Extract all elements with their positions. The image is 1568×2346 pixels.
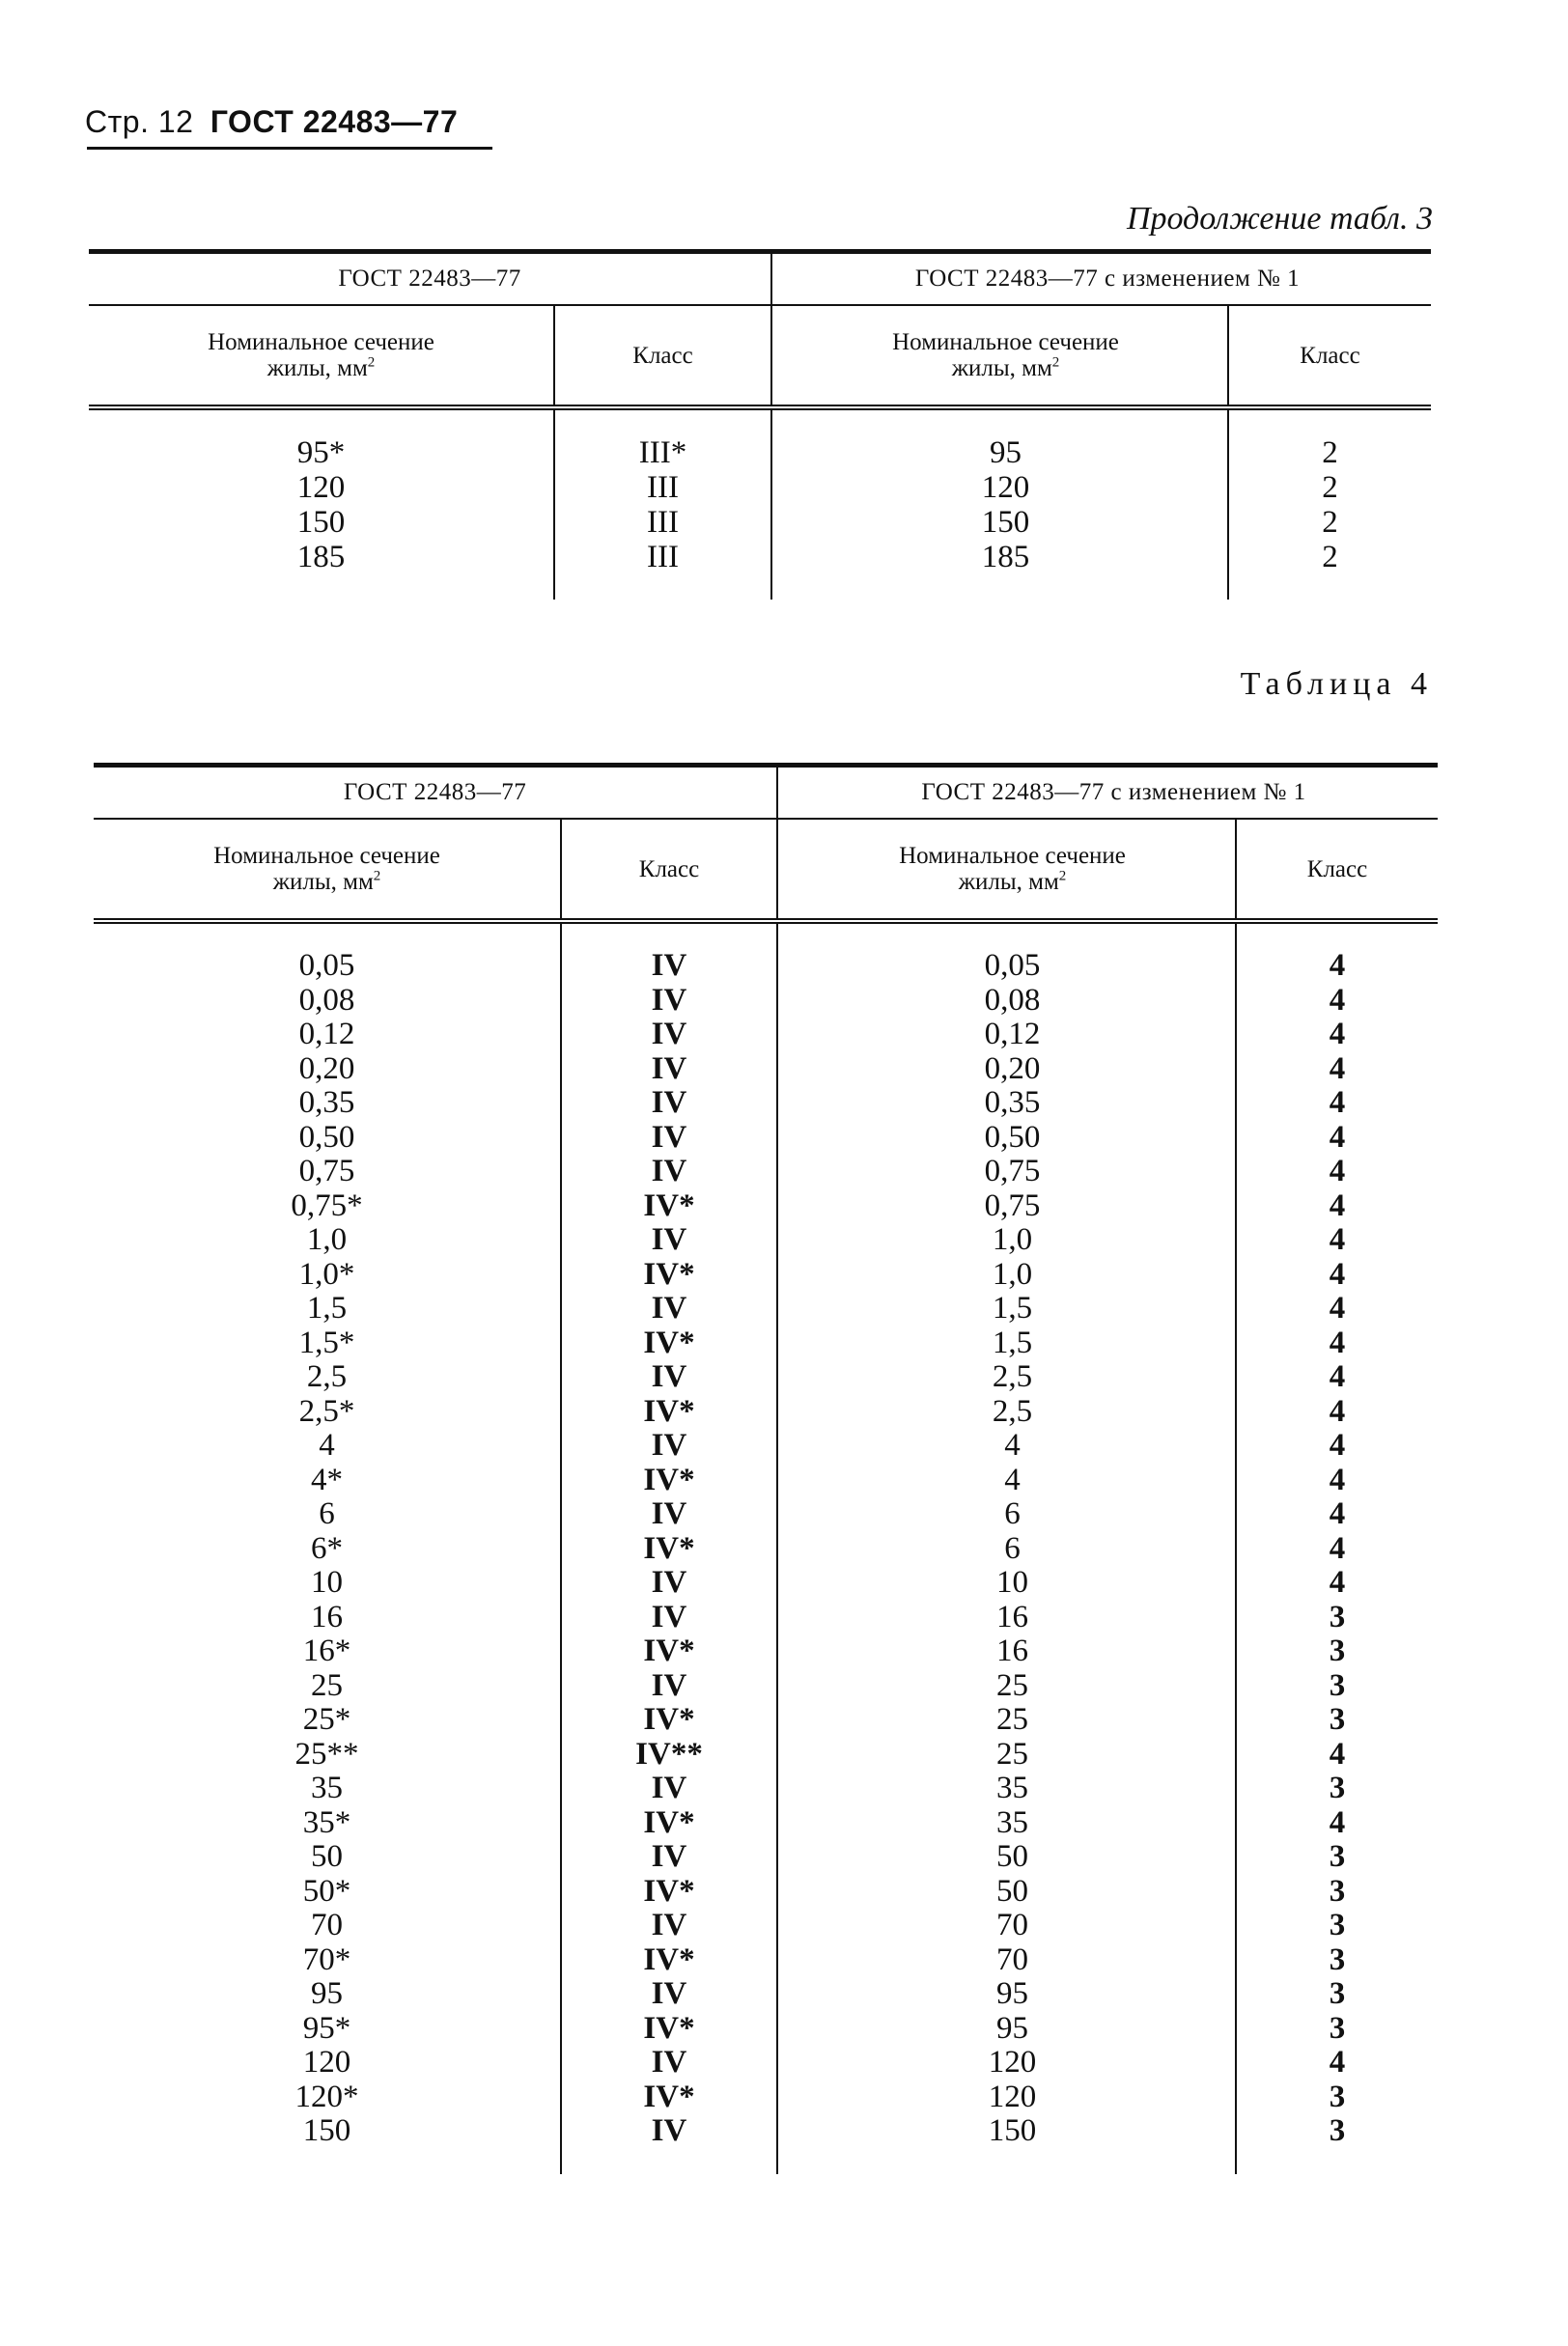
table-cell: 2 [1322, 505, 1338, 540]
table-cell: 3 [1329, 1873, 1346, 1909]
page-header [85, 104, 458, 140]
table-cell: 1,5 [306, 1291, 348, 1326]
table-cell: 25 [996, 1702, 1029, 1737]
table-cell: 185 [296, 540, 346, 574]
table-cell: IV [651, 1908, 687, 1942]
table-cell: IV [651, 2045, 687, 2080]
table4-new-section-header: Номинальное сечение жилы, $мм^2$ [790, 819, 1236, 921]
table-cell: 4 [1004, 1462, 1021, 1497]
table-cell: IV [651, 1291, 687, 1326]
table-cell: 1,5 [992, 1325, 1033, 1360]
table-cell: 120 [988, 2079, 1037, 2114]
table-cell: 16* [302, 1634, 351, 1668]
table-cell: 0,08 [984, 982, 1041, 1018]
table-cell: 2,5 [306, 1359, 348, 1394]
table-cell: 4 [1329, 1256, 1346, 1292]
table-cell: 4* [311, 1462, 343, 1497]
table-cell: 0,75 [984, 1154, 1041, 1188]
table3-old-section-column [89, 407, 554, 600]
table-cell: 4 [1329, 1050, 1346, 1086]
table-cell: 2,5* [298, 1393, 355, 1429]
table3-header-gap [771, 305, 784, 407]
table-cell: 4 [1004, 1428, 1021, 1463]
table-cell: IV [651, 1667, 687, 1703]
table-cell: 70 [996, 1908, 1029, 1942]
table3-new-section-header: Номинальное сечение жилы, $мм^2$ [784, 305, 1228, 407]
table-cell: 16 [996, 1634, 1029, 1668]
table-cell: 50 [996, 1873, 1029, 1909]
table-cell: IV* [643, 1941, 695, 1977]
table4-caption: Таблица 4 [1240, 666, 1433, 702]
table-cell: 95 [996, 1976, 1029, 2011]
table-cell: 4 [1329, 1462, 1346, 1497]
table-cell: 4 [319, 1428, 335, 1463]
table-cell: 150 [302, 2113, 351, 2148]
table-cell: 35* [302, 1804, 351, 1840]
table3-group-gap [771, 252, 784, 306]
table-cell: 3 [1329, 2113, 1346, 2148]
table-cell: 150 [981, 505, 1030, 540]
table-cell: 4 [1329, 1393, 1346, 1429]
table-cell: 150 [988, 2113, 1037, 2148]
table-cell: 1,5* [298, 1325, 355, 1360]
table-cell: IV [651, 1222, 687, 1257]
table-cell: IV* [643, 1256, 695, 1292]
table-cell: 1,0 [992, 1222, 1033, 1257]
table-cell: 95* [302, 2010, 351, 2046]
table-cell: 25** [294, 1736, 359, 1772]
table-cell: IV [651, 982, 687, 1018]
table-cell: 3 [1329, 2079, 1346, 2114]
table-cell: 3 [1329, 1771, 1346, 1805]
table-cell: 120 [981, 470, 1030, 505]
table-cell: III [647, 540, 679, 574]
table-cell: IV [651, 1085, 687, 1120]
table3-right-group: ГОСТ 22483—77 с изменением № 1 [784, 252, 1431, 306]
table-cell: 35 [996, 1804, 1029, 1840]
table-cell: 10 [311, 1565, 343, 1600]
table-cell: 1,5 [992, 1291, 1033, 1326]
table3-new-class-column [1228, 407, 1431, 600]
table-cell: IV* [643, 1634, 695, 1668]
table-cell: 120 [988, 2045, 1037, 2080]
table-cell: 6 [1004, 1530, 1021, 1566]
table3-old-section-header: Номинальное сечение жилы, $мм^2$ [89, 305, 554, 407]
table-cell: 3 [1329, 1634, 1346, 1668]
table-cell: III [647, 505, 679, 540]
table-cell: IV [651, 1839, 687, 1874]
table-cell: 0,20 [298, 1050, 355, 1086]
table-cell: IV [651, 1599, 687, 1634]
table-cell: 0,50 [984, 1119, 1041, 1155]
table-cell: 0,12 [984, 1017, 1041, 1051]
table-cell: 4 [1329, 1359, 1346, 1394]
table-cell: 3 [1329, 2010, 1346, 2046]
table-cell: 4 [1329, 1804, 1346, 1840]
table-cell: 4 [1329, 1496, 1346, 1531]
page-number: Стр. 12 [85, 104, 194, 139]
table4-old-section-column [94, 921, 561, 2174]
table-cell: 0,05 [984, 948, 1041, 983]
table-cell: 95* [296, 435, 346, 470]
table-cell: 4 [1329, 1565, 1346, 1600]
table-cell: 4 [1329, 2045, 1346, 2080]
table-cell: 0,12 [298, 1017, 355, 1051]
table-cell: 3 [1329, 1667, 1346, 1703]
table-cell: IV [651, 1119, 687, 1155]
table-cell: 6 [1004, 1496, 1021, 1531]
table-cell: 70 [996, 1941, 1029, 1977]
table-3 [89, 249, 1431, 600]
table-cell: 120 [302, 2045, 351, 2080]
table-cell: 4 [1329, 1428, 1346, 1463]
table-cell: 6* [311, 1530, 343, 1566]
table-cell: 185 [981, 540, 1030, 574]
table-cell: IV** [635, 1736, 703, 1772]
table3-new-class-header: Класс [1228, 305, 1431, 407]
table-cell: 0,35 [984, 1085, 1041, 1120]
table3-old-class-column [554, 407, 771, 600]
table-cell: 25* [302, 1702, 351, 1737]
table-cell: 3 [1329, 1976, 1346, 2011]
table-cell: IV [651, 1496, 687, 1531]
table-cell: 0,20 [984, 1050, 1041, 1086]
table-cell: IV* [643, 1530, 695, 1566]
table-cell: 0,50 [298, 1119, 355, 1155]
table4-right-group: ГОСТ 22483—77 с изменением № 1 [790, 766, 1438, 820]
table-cell: 3 [1329, 1908, 1346, 1942]
table-cell: 4 [1329, 1187, 1346, 1223]
table-cell: 25 [311, 1667, 343, 1703]
table-cell: 3 [1329, 1839, 1346, 1874]
table-cell: 2,5 [992, 1359, 1033, 1394]
table-cell: 95 [990, 435, 1022, 470]
table-cell: IV [651, 1428, 687, 1463]
table-cell: IV [651, 1359, 687, 1394]
table-cell: 25 [996, 1736, 1029, 1772]
table-cell: 0,35 [298, 1085, 355, 1120]
table4-left-group: ГОСТ 22483—77 [94, 766, 777, 820]
table-cell: 120 [296, 470, 346, 505]
table-cell: IV [651, 1976, 687, 2011]
table-cell: 25 [996, 1667, 1029, 1703]
table-cell: 4 [1329, 982, 1346, 1018]
table-cell: 4 [1329, 1736, 1346, 1772]
table-cell: 4 [1329, 1530, 1346, 1566]
table-cell: 4 [1329, 1291, 1346, 1326]
table-cell: 4 [1329, 948, 1346, 983]
table-cell: 2 [1322, 470, 1338, 505]
table-cell: 3 [1329, 1702, 1346, 1737]
table-cell: 3 [1329, 1941, 1346, 1977]
table-cell: 3 [1329, 1599, 1346, 1634]
table3-caption: Продолжение табл. 3 [1126, 201, 1433, 237]
table4-group-gap [777, 766, 790, 820]
table-cell: 95 [311, 1976, 343, 2011]
table-cell: 4 [1329, 1325, 1346, 1360]
table-cell: 120* [294, 2079, 359, 2114]
table-cell: 70 [311, 1908, 343, 1942]
table-cell: 0,75 [984, 1187, 1041, 1223]
table-cell: IV* [643, 1873, 695, 1909]
table-cell: 10 [996, 1565, 1029, 1600]
table-cell: 4 [1329, 1154, 1346, 1188]
table-cell: IV [651, 1017, 687, 1051]
table-cell: 4 [1329, 1017, 1346, 1051]
table-cell: 50* [302, 1873, 351, 1909]
table-cell: IV* [643, 1462, 695, 1497]
table-cell: III* [638, 435, 687, 470]
table-cell: IV* [643, 1325, 695, 1360]
table-cell: 2 [1322, 435, 1338, 470]
table-cell: 35 [996, 1771, 1029, 1805]
header-rule [87, 147, 492, 150]
table-cell: 16 [311, 1599, 343, 1634]
table-cell: 0,05 [298, 948, 355, 983]
table-cell: 1,0* [298, 1256, 355, 1292]
table3-old-class-header: Класс [554, 305, 771, 407]
table-cell: IV* [643, 1702, 695, 1737]
standard-title: ГОСТ 22483—77 [210, 104, 459, 139]
table4-body-gap [777, 921, 790, 2174]
table-cell: III [647, 470, 679, 505]
table-cell: 1,0 [992, 1256, 1033, 1292]
table-cell: IV [651, 1050, 687, 1086]
table4-new-section-column [790, 921, 1236, 2174]
table-cell: IV* [643, 1393, 695, 1429]
table3-new-section-column [784, 407, 1228, 600]
table3-left-group: ГОСТ 22483—77 [89, 252, 771, 306]
table-cell: 35 [311, 1771, 343, 1805]
table-cell: IV [651, 1771, 687, 1805]
table-cell: 1,0 [306, 1222, 348, 1257]
table-cell: 4 [1329, 1119, 1346, 1155]
table-cell: 0,75 [298, 1154, 355, 1188]
table-cell: IV [651, 1565, 687, 1600]
table-4 [94, 763, 1438, 2174]
table-cell: 6 [319, 1496, 335, 1531]
table-cell: IV* [643, 1804, 695, 1840]
table-cell: 150 [296, 505, 346, 540]
table-cell: 4 [1329, 1085, 1346, 1120]
table-cell: 16 [996, 1599, 1029, 1634]
table4-header-gap [777, 819, 790, 921]
table-cell: 0,75* [291, 1187, 363, 1223]
table3-body-gap [771, 407, 784, 600]
table4-new-class-column [1236, 921, 1438, 2174]
table-cell: 4 [1329, 1222, 1346, 1257]
table4-old-class-column [561, 921, 777, 2174]
table4-new-class-header: Класс [1236, 819, 1438, 921]
table-cell: IV [651, 2113, 687, 2148]
table-cell: IV* [643, 2010, 695, 2046]
table-cell: 0,08 [298, 982, 355, 1018]
table-cell: 50 [311, 1839, 343, 1874]
table-cell: 2 [1322, 540, 1338, 574]
table-cell: IV [651, 1154, 687, 1188]
table-cell: 50 [996, 1839, 1029, 1874]
table-cell: 70* [302, 1941, 351, 1977]
table4-old-class-header: Класс [561, 819, 777, 921]
table-cell: IV* [643, 2079, 695, 2114]
table-cell: IV* [643, 1187, 695, 1223]
table-cell: 2,5 [992, 1393, 1033, 1429]
table4-old-section-header: Номинальное сечение жилы, $мм^2$ [94, 819, 561, 921]
table-cell: IV [651, 948, 687, 983]
table-cell: 95 [996, 2010, 1029, 2046]
